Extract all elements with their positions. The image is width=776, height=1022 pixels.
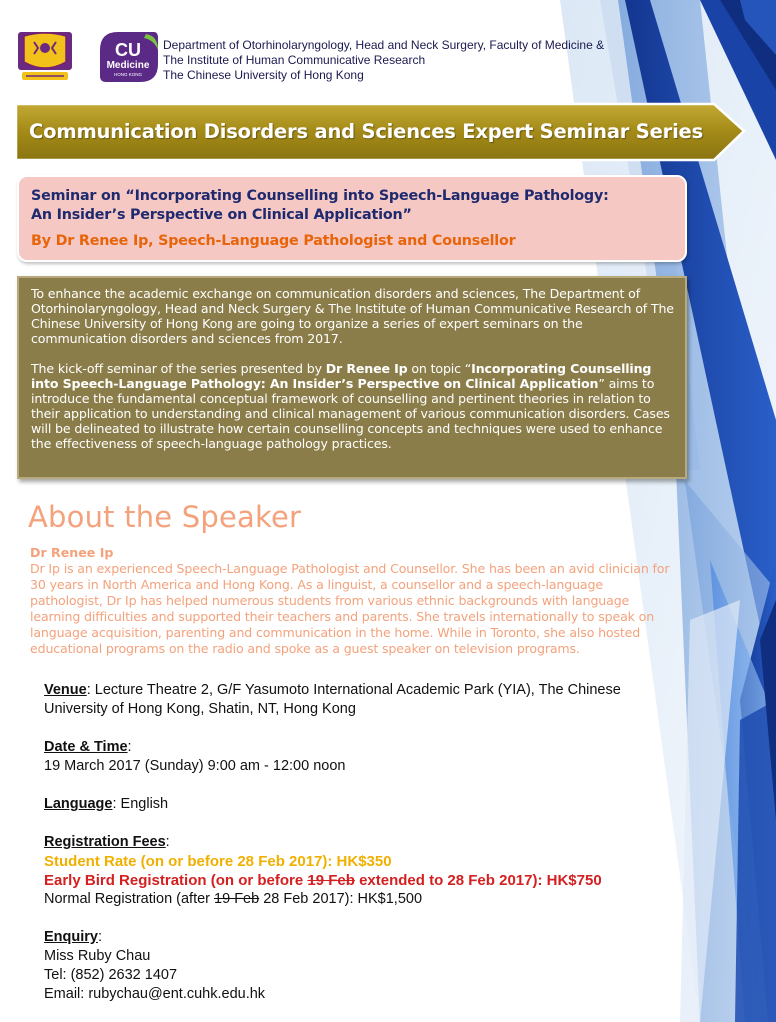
cu-medicine-logo	[96, 28, 160, 86]
cuhk-crest-logo	[16, 28, 74, 84]
cu-logo-main: CU	[115, 40, 141, 60]
normal-text: 28 Feb 2017): HK$1,500	[259, 891, 423, 907]
venue-label: Venue	[44, 682, 87, 698]
early-struck-date: 19 Feb	[307, 872, 355, 889]
fees-label: Registration Fees	[44, 834, 166, 850]
language-row	[44, 795, 664, 814]
event-details	[44, 681, 664, 1004]
language-label: Language	[44, 796, 113, 812]
date-colon: :	[127, 739, 132, 755]
intro-text: The kick-off seminar of the series presented by	[31, 361, 326, 376]
fees-row	[44, 833, 664, 852]
speaker-name: Dr Renee Ip	[30, 545, 114, 560]
seminar-title-line2: An Insider’s Perspective on Clinical Application”	[31, 207, 412, 223]
date-text: 19 March 2017 (Sunday) 9:00 am - 12:00 noon	[44, 758, 346, 774]
cu-logo-sub: Medicine	[106, 60, 150, 71]
language-text: : English	[112, 796, 169, 812]
enquiry-row	[44, 928, 664, 947]
intro-box	[17, 276, 687, 479]
contact-email[interactable]: Email: rubychau@ent.cuhk.edu.hk	[44, 986, 266, 1002]
intro-paragraph-2	[31, 361, 675, 451]
enquiry-colon: :	[97, 929, 103, 945]
banner-title: Communication Disorders and Sciences Expert Seminar Series	[29, 119, 703, 143]
fees-colon: :	[165, 834, 170, 850]
intro-text: ” aims to introduce the fundamental conceptual framework of counselling and pertinent theories in relation to their application to understanding and clinical management of various communication disorders. Cases will be delineated to illustrate how certain counselling concepts and techniques were used to enhance the effectiveness of speech-language pathology practices.	[31, 376, 670, 451]
seminar-box	[17, 175, 687, 262]
department-line: The Chinese University of Hong Kong	[163, 68, 364, 82]
department-line: Department of Otorhinolaryngology, Head and Neck Surgery, Faculty of Medicine &	[163, 38, 605, 52]
date-row	[44, 738, 664, 757]
contact-tel: Tel: (852) 2632 1407	[44, 967, 178, 983]
enquiry-label: Enquiry	[44, 929, 98, 945]
early-bird-rate	[44, 871, 664, 890]
venue-text: : Lecture Theatre 2, G/F Yasumoto International Academic Park (YIA), The Chinese University of Hong Kong, Shatin, NT, Hong Kong	[44, 682, 621, 717]
student-rate: Student Rate (on or before 28 Feb 2017): HK$350	[44, 853, 392, 870]
date-label: Date & Time	[44, 739, 128, 755]
about-heading: About the Speaker	[28, 500, 302, 534]
venue-row	[44, 681, 664, 719]
normal-text: Normal Registration (after	[44, 891, 215, 907]
intro-speaker-name: Dr Renee Ip	[325, 361, 408, 376]
early-text: extended to 28 Feb 2017): HK$750	[354, 872, 602, 889]
seminar-speaker-line: By Dr Renee Ip, Speech-Language Pathologist and Counsellor	[31, 233, 516, 249]
normal-struck-date: 19 Feb	[214, 891, 260, 907]
normal-rate	[44, 890, 664, 909]
department-line: The Institute of Human Communicative Research	[163, 53, 426, 67]
intro-paragraph-1: To enhance the academic exchange on communication disorders and sciences, The Department of Otorhinolaryngology, Head and Neck Surgery & The Institute of Human Communicative Research of The Chinese University of Hong Kong are going to organize a series of expert seminars on the communication disorders and sciences from 2017.	[31, 286, 674, 346]
intro-text: on topic “	[407, 361, 472, 376]
speaker-bio: Dr Ip is an experienced Speech-Language Pathologist and Counsellor. She has been an avid clinician for 30 years in North America and Hong Kong. As a linguist, a counsellor and a speech-language pathologist, Dr Ip has helped numerous students from various ethnic backgrounds with language learning difficulties and supported their teachers and parents. She travels internationally to speak on language acquisition, parenting and communication in the home. While in Toronto, she also hosted educational programs on the radio and spoke as a guest speaker on television programs.	[30, 561, 670, 656]
intro-topic: Incorporating Counselling into Speech-Language Pathology: An Insider’s Perspective on Clinical Application	[31, 361, 652, 391]
contact-name: Miss Ruby Chau	[44, 948, 151, 964]
seminar-title-line1: Seminar on “Incorporating Counselling into Speech-Language Pathology:	[31, 188, 609, 204]
cu-logo-small: HONG KONG	[113, 72, 143, 77]
early-text: Early Bird Registration (on or before	[44, 872, 308, 889]
department-block	[163, 38, 604, 83]
